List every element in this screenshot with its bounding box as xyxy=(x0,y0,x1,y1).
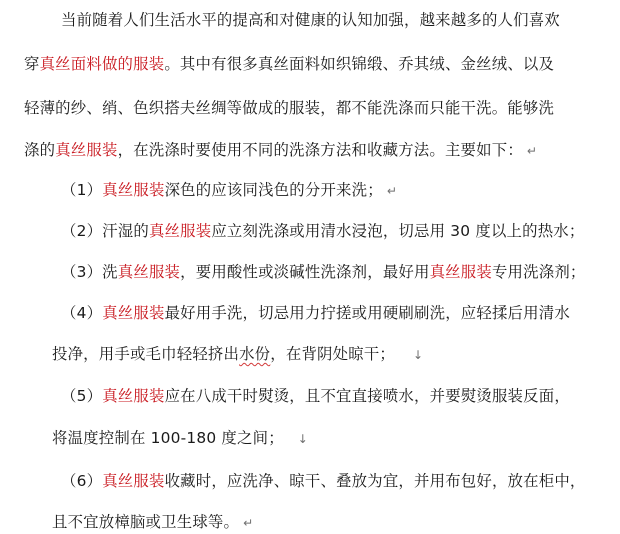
intro-line-4 xyxy=(24,140,537,161)
highlight-keyword: 真丝服装 xyxy=(429,263,492,281)
highlight-keyword: 真丝服装 xyxy=(102,472,165,490)
highlight-keyword: 真丝服装 xyxy=(102,181,165,199)
paragraph-mark: ↵ xyxy=(526,144,538,158)
highlight-keyword: 真丝服装 xyxy=(55,141,118,159)
intro-text: ，在洗涤时要使用不同的洗涤方法和收藏方法。主要如下： xyxy=(117,141,523,159)
item-text: 应在八成干时熨烫，且不宜直接喷水，并要熨烫服装反面， xyxy=(164,387,570,405)
highlight-keyword: 真丝服装 xyxy=(102,387,165,405)
list-item-6-continued xyxy=(52,512,253,533)
list-item-2 xyxy=(61,221,585,241)
intro-text: 。其中有很多真丝面料如织锦缎、乔其绒、金丝绒、以及 xyxy=(164,55,555,73)
intro-line-3 xyxy=(24,98,554,118)
item-number: （6） xyxy=(61,472,103,490)
intro-text: 当前随着人们生活水平的提高和对健康的认知加强，越来越多的人们喜欢 xyxy=(61,11,560,29)
item-text: 深色的应该同浅色的分开来洗； xyxy=(164,181,383,199)
intro-line-2 xyxy=(24,54,554,74)
paragraph-mark: ↵ xyxy=(243,516,254,530)
item-text: 应立刻洗涤或用清水浸泡，切忌用 30 度以上的热水； xyxy=(211,222,585,240)
item-number: （5） xyxy=(61,387,103,405)
line-break-mark: ↓ xyxy=(413,348,424,362)
intro-text: 穿 xyxy=(24,55,40,73)
item-text: 投净，用手或毛巾轻轻挤出 xyxy=(52,345,240,363)
highlight-keyword: 真丝服装 xyxy=(148,222,212,240)
item-text: 且不宜放樟脑或卫生球等。 xyxy=(52,513,240,531)
item-number: （4） xyxy=(61,304,103,322)
line-break-mark: ↓ xyxy=(297,432,309,446)
highlight-keyword: 真丝服装 xyxy=(102,304,165,322)
item-text: 最好用手洗，切忌用力拧搓或用硬刷刷洗，应轻揉后用清水 xyxy=(164,304,570,322)
item-number: （1） xyxy=(61,181,103,199)
intro-line-1 xyxy=(61,10,560,30)
item-text: 收藏时，应洗净、晾干、叠放为宜，并用布包好，放在柜中， xyxy=(164,472,586,490)
list-item-4-continued xyxy=(52,344,423,365)
highlight-keyword: 真丝服装 xyxy=(117,263,181,281)
list-item-1 xyxy=(61,180,397,201)
item-text: 将温度控制在 100-180 度之间； xyxy=(52,429,284,447)
list-item-5-continued xyxy=(52,428,308,449)
paragraph-mark: ↵ xyxy=(386,184,398,198)
intro-text: 涤的 xyxy=(24,141,56,159)
list-item-5 xyxy=(61,386,570,406)
intro-text: 轻薄的纱、绡、色织搭夫丝绸等做成的服装，都不能洗涤而只能干洗。能够洗 xyxy=(24,99,555,117)
spellcheck-underlined-word: 水份 xyxy=(239,345,271,363)
item-text: ，在背阴处晾干； xyxy=(270,345,396,363)
list-item-4 xyxy=(61,303,570,323)
item-text: 专用洗涤剂； xyxy=(491,263,586,281)
item-text: ，要用酸性或淡碱性洗涤剂，最好用 xyxy=(180,263,430,281)
list-item-3 xyxy=(61,262,586,282)
list-item-6 xyxy=(61,471,586,491)
highlight-keyword: 真丝面料做的服装 xyxy=(39,55,165,73)
item-number: （3）洗 xyxy=(61,263,118,281)
item-number: （2）汗湿的 xyxy=(61,222,149,240)
